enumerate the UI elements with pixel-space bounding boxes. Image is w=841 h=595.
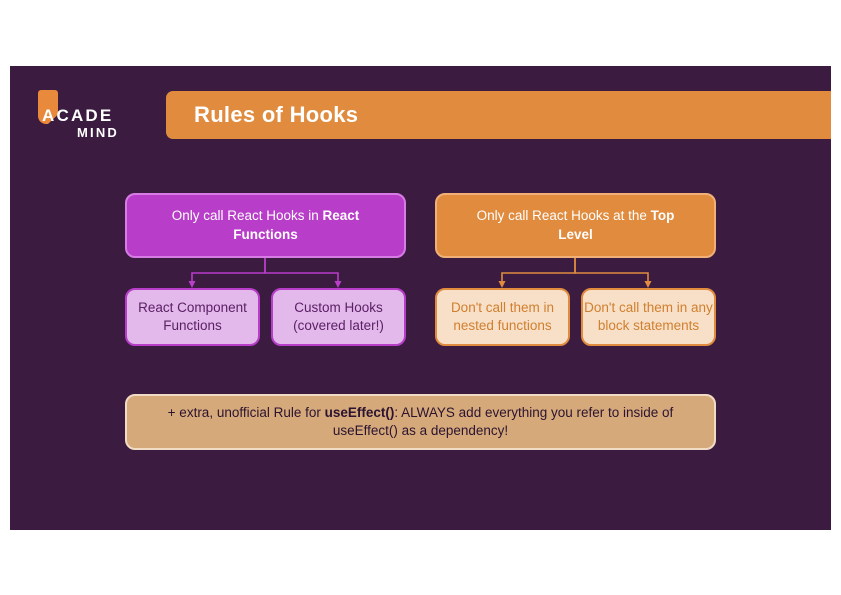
rule-text-bold: React Functions bbox=[233, 208, 360, 242]
logo-text-primary: ACADE bbox=[42, 106, 114, 125]
academind-logo bbox=[34, 86, 154, 146]
sub-box-custom-hooks: Custom Hooks (covered later!) bbox=[271, 288, 406, 346]
slide bbox=[10, 66, 831, 530]
rule-text-prefix: Only call React Hooks at the bbox=[476, 208, 651, 224]
rule-box-top-level-text bbox=[459, 207, 692, 243]
rule-text-prefix: Only call React Hooks in bbox=[171, 208, 323, 224]
extra-rule-note bbox=[125, 394, 716, 450]
logo-text-secondary: MIND bbox=[77, 125, 120, 140]
sub-box-block-statements: Don't call them in any block statements bbox=[581, 288, 716, 346]
rule-box-top-level bbox=[435, 193, 716, 258]
note-bold: useEffect() bbox=[324, 404, 395, 420]
sub-box-nested-functions: Don't call them in nested functions bbox=[435, 288, 570, 346]
rule-box-react-functions bbox=[125, 193, 406, 258]
slide-title: Rules of Hooks bbox=[194, 102, 359, 127]
sub-box-react-component-functions: React Component Functions bbox=[125, 288, 260, 346]
rule-text-bold: Top Level bbox=[558, 208, 675, 242]
note-suffix: : ALWAYS add everything you refer to inside of useEffect() as a dependency! bbox=[332, 404, 674, 438]
extra-rule-note-text bbox=[157, 404, 684, 440]
note-prefix: + extra, unofficial Rule for bbox=[167, 404, 325, 420]
slide-title-bar bbox=[166, 91, 831, 139]
rule-box-react-functions-text bbox=[149, 207, 382, 243]
